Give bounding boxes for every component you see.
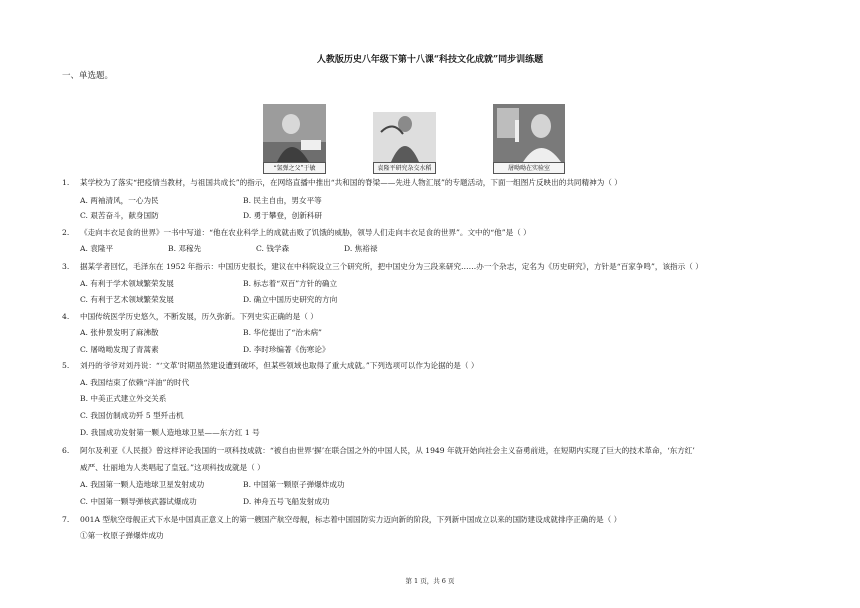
option-2c: C. 钱学森 xyxy=(256,244,290,253)
option-1c: C. 艰苦奋斗，献身国防 xyxy=(80,211,159,220)
question-6: 6. 阿尔及利亚《人民报》曾这样评论我国的一项科技成就：“被自由世界‘摒’在联合国之外的中国人民，从 1949 年就开始向社会主义奋勇前进，在短期内实现了巨大的技术革命，‘东方红’ xyxy=(62,446,695,455)
photo-scientist-writing xyxy=(263,104,326,174)
option-1a: A. 两袖清风，一心为民 xyxy=(80,196,159,205)
option-6c: C. 中国第一颗导弹核武器试爆成功 xyxy=(80,497,197,506)
option-5b: B. 中美正式建立外交关系 xyxy=(80,394,167,403)
option-5c: C. 我国仿制成功歼 5 型歼击机 xyxy=(80,411,184,420)
option-4a: A. 张仲景发明了麻沸散 xyxy=(80,328,159,337)
photo-rice-researcher xyxy=(373,112,436,174)
question-2: 2. 《走向丰衣足食的世界》一书中写道：“他在农业科学上的成就击败了饥饿的威胁，领导人们走向丰衣足食的世界”。文中的“他”是（ ） xyxy=(62,228,531,237)
option-4d: D. 李时珍编著《伤寒论》 xyxy=(243,345,330,354)
option-3d: D. 确立中国历史研究的方向 xyxy=(243,295,338,304)
option-3a: A. 有利于学术领域繁荣发展 xyxy=(80,279,174,288)
question-6-continuation: 威严、壮丽地为人类唱起了皇冠。”这项科技成就是（ ） xyxy=(80,463,265,472)
question-5: 5. 刘丹的爷爷对刘丹说：“‘文革’时期虽然建设遭到破坏，但某些领域也取得了重大成就。”下列选项可以作为论据的是（ ） xyxy=(62,361,479,370)
question-7: 7. 001A 型航空母舰正式下水是中国真正意义上的第一艘国产航空母舰，标志着中国国防实力迈向新的阶段，下列新中国成立以来的国防建设成就排序正确的是（ ） xyxy=(62,515,622,524)
photo-caption: “氢弹之父”于敏 xyxy=(263,162,326,174)
option-1b: B. 民主自由，男女平等 xyxy=(243,196,322,205)
photo-lab-scientist xyxy=(493,104,565,174)
option-3b: B. 标志着“双百”方针的确立 xyxy=(243,279,338,288)
question-1: 1. 某学校为了落实“把疫情当教材，与祖国共成长”的指示，在网络直播中推出“共和国的脊梁——先进人物汇展”的专题活动，下面一组图片反映出的共同精神为（ ） xyxy=(62,178,622,187)
section-heading: 一、单选题。 xyxy=(62,71,114,81)
photo-caption: 屠呦呦在实验室 xyxy=(493,162,565,174)
question-7-item-1: ①第一枚原子弹爆炸成功 xyxy=(80,531,164,540)
option-3c: C. 有利于艺术领域繁荣发展 xyxy=(80,295,174,304)
option-6b: B. 中国第一颗原子弹爆炸成功 xyxy=(243,480,345,489)
option-6d: D. 神舟五号飞船发射成功 xyxy=(243,497,330,506)
option-4c: C. 屠呦呦发现了青蒿素 xyxy=(80,345,159,354)
page-footer: 第 1 页，共 6 页 xyxy=(405,577,455,585)
question-3: 3. 据某学者回忆，毛泽东在 1952 年指示：中国历史很长，建议在中科院设立三个研究所，把中国史分为三段来研究……办一个杂志，定名为《历史研究》，方针是“百家争鸣”，该指示（ ） xyxy=(62,262,703,271)
option-5a: A. 我国结束了依赖“洋油”的时代 xyxy=(80,378,190,387)
option-4b: B. 华佗提出了“治未病” xyxy=(243,328,322,337)
option-6a: A. 我国第一颗人造地球卫星发射成功 xyxy=(80,480,205,489)
page-title: 人教版历史八年级下第十八课“科技文化成就”同步训练题 xyxy=(316,55,544,65)
option-5d: D. 我国成功发射第一颗人造地球卫星——东方红 1 号 xyxy=(80,428,260,437)
option-2d: D. 焦裕禄 xyxy=(344,244,378,253)
photo-caption: 袁隆平研究杂交水稻 xyxy=(373,162,436,174)
photo-row xyxy=(0,104,860,174)
option-1d: D. 勇于攀登，创新科研 xyxy=(243,211,322,220)
option-2b: B. 邓稼先 xyxy=(168,244,202,253)
option-2a: A. 袁隆平 xyxy=(80,244,114,253)
question-4: 4. 中国传统医学历史悠久，不断发展，历久弥新。下列史实正确的是（ ） xyxy=(62,312,318,321)
